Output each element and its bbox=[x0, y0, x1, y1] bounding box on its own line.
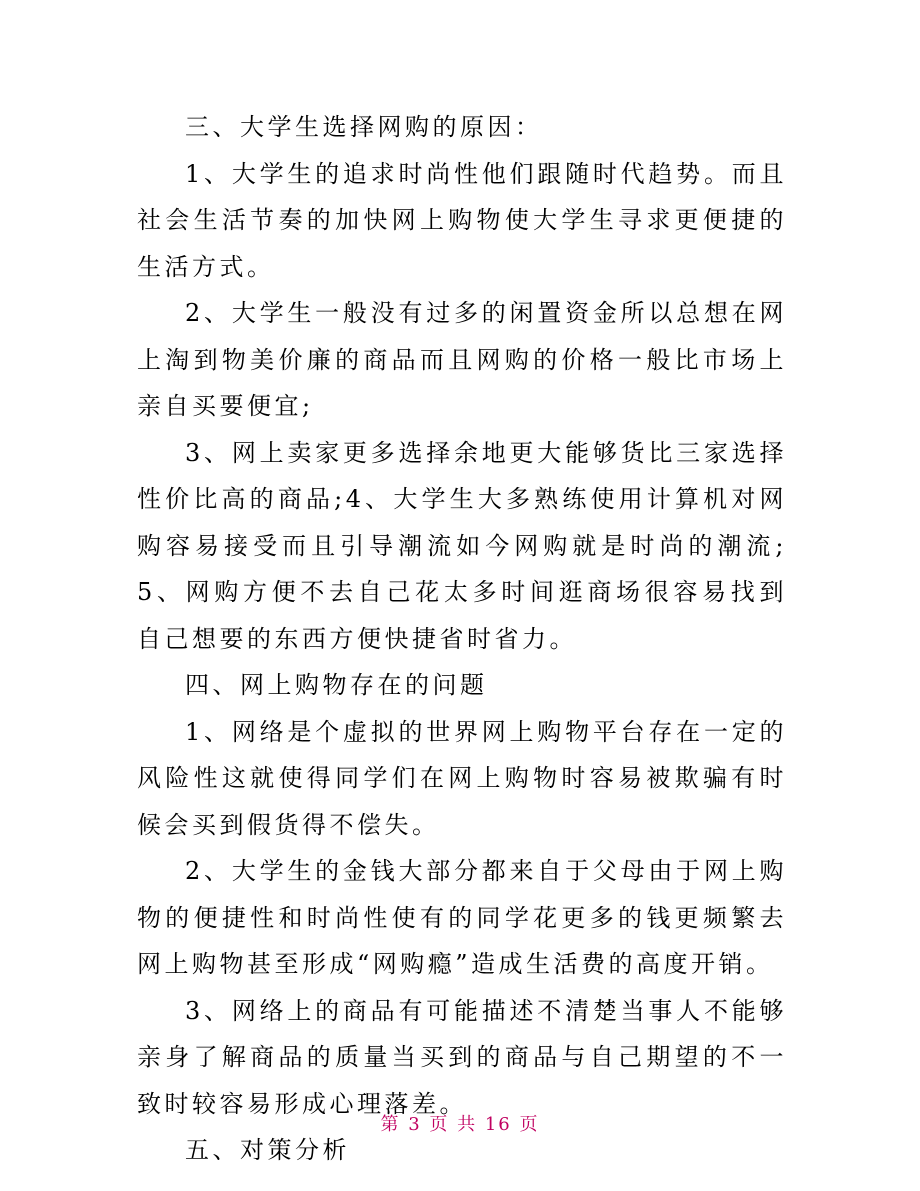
paragraph-reason-3-5: 3、网上卖家更多选择余地更大能够货比三家选择性价比高的商品;4、大学生大多熟练使用计算机对网购容易接受而且引导潮流如今网购就是时尚的潮流;5、网购方便不去自己花太多时间逛商场很容易找到自己想要的东西方便快捷省时省力。 bbox=[137, 438, 787, 653]
paragraph-reason-1: 1、大学生的追求时尚性他们跟随时代趋势。而且社会生活节奏的加快网上购物使大学生寻求更便捷的生活方式。 bbox=[137, 159, 787, 281]
section-heading-problems: 四、网上购物存在的问题 bbox=[185, 671, 488, 699]
page-number-footer: 第 3 页 共 16 页 bbox=[380, 1114, 540, 1135]
paragraph-problem-1: 1、网络是个虚拟的世界网上购物平台存在一定的风险性这就使得同学们在网上购物时容易被欺骗有时候会买到假货得不偿失。 bbox=[137, 717, 787, 839]
document-body bbox=[137, 104, 787, 1174]
section-heading-reasons: 三、大学生选择网购的原因： bbox=[185, 113, 543, 141]
paragraph-problem-2: 2、大学生的金钱大部分都来自于父母由于网上购物的便捷性和时尚性使有的同学花更多的钱更频繁去网上购物甚至形成“网购瘾”造成生活费的高度开销。 bbox=[137, 857, 787, 978]
paragraph-problem-3: 3、网络上的商品有可能描述不清楚当事人不能够亲身了解商品的质量当买到的商品与自己期望的不一致时较容易形成心理落差。 bbox=[137, 996, 787, 1118]
section-heading-countermeasures: 五、对策分析 bbox=[185, 1136, 350, 1164]
paragraph-reason-2: 2、大学生一般没有过多的闲置资金所以总想在网上淘到物美价廉的商品而且网购的价格一般比市场上亲自买要便宜; bbox=[137, 299, 787, 420]
